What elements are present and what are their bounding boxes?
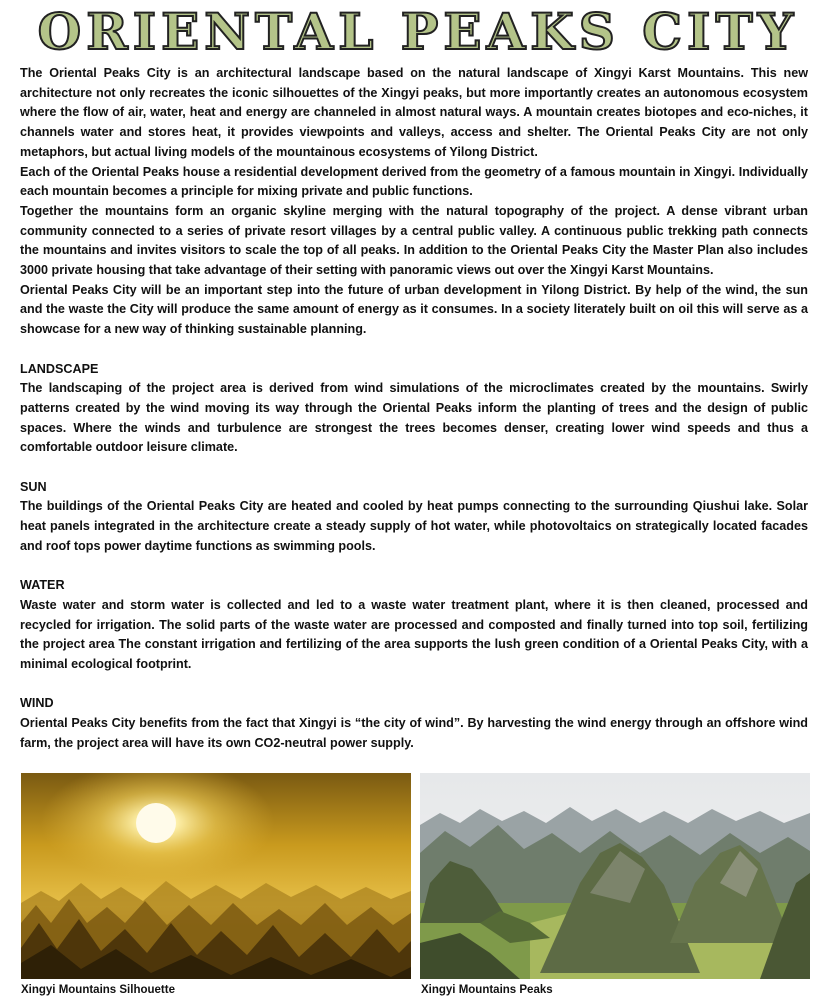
section-heading-wind: WIND [20,696,54,711]
section-heading-sun: SUN [20,479,47,494]
mountains-silhouette-photo [21,773,411,979]
left-photo-caption: Xingyi Mountains Silhouette [21,984,175,996]
intro-text: The [20,66,50,80]
page-title: ORIENTAL PEAKS CITY [37,2,799,61]
section-body-water: Waste water and storm water is collected and led to a waste water treatment plant, where it is then cleaned, processed and recycled for irrigation. The solid parts of the waste water are processed and composted and finally turned into top soil, fertilizing the project area The constant irrigation and fertilizing of the area supports the lush green condition of a Oriental Peaks City, with a minimal ecological footprint. [20,597,808,672]
project-name-highlight: Oriental Peaks City [49,66,171,80]
intro-paragraph-3: Together the mountains form an organic skyline merging with the natural topography of the project. A dense vibrant urban community connected to a series of private resort villages by a central public valley. A continuous public trekking path connects the mountains and invites visitors to scale the top of all peaks. In addition to the Oriental Peaks City the Master Plan also includes 3000 private housing that take advantage of their setting with panoramic views out over the Xingyi Karst Mountains. [20,203,808,278]
intro-text: . This new architecture not only recreates the iconic silhouettes of the Xingyi peaks, but more importantly creates an autonomous ecosystem where the flow of air, water, heat and energy are channeled in almost natural ways. A mountain creates biotopes and eco-niches, it channels water and stores heat, it provides viewpoints and valleys, access and shelter. The Oriental Peaks City are not only metaphors, but actual living models of the mountainous ecosystems of Yilong District. [20,66,809,159]
intro-paragraph-4: Oriental Peaks City will be an important step into the future of urban development in Yilong District. By help of the wind, the sun and the waste the City will produce the same amount of energy as it consumes. In a society literately built on oil this will serve as a showcase for a new way of thinking sustainable planning. [20,282,808,337]
right-photo-caption: Xingyi Mountains Peaks [421,984,553,996]
mountains-name-highlight: Xingyi Karst Mountains [593,66,741,80]
section-body-sun: The buildings of the Oriental Peaks City are heated and cooled by heat pumps connecting to the surrounding Qiushui lake. Solar heat panels integrated in the architecture create a steady supply of hot water, while photovoltaics on strategically located facades and roof tops power daytime functions as swimming pools. [20,499,808,553]
intro-paragraph-1 [20,64,808,163]
mountains-peaks-photo [420,773,810,979]
article-body [20,64,808,754]
intro-paragraph-2: Each of the Oriental Peaks house a residential development derived from the geometry of a famous mountain in Xingyi. Individually each mountain becomes a principle for mixing private and public functions. [20,164,808,199]
intro-text: is an architectural landscape based on the natural landscape of [170,66,594,80]
section-body-landscape: The landscaping of the project area is derived from wind simulations of the microclimates created by the mountains. Swirly patterns created by the wind moving its way through the Oriental Peaks inform the planting of trees and the design of public spaces. Where the winds and turbulence are strongest the trees becomes denser, creating lower wind speeds and thus a comfortable outdoor leisure climate. [20,381,808,455]
section-heading-landscape: LANDSCAPE [20,361,99,376]
section-heading-water: WATER [20,578,65,593]
section-body-wind: Oriental Peaks City benefits from the fact that Xingyi is “the city of wind”. By harvesting the wind energy through an offshore wind farm, the project area will have its own CO2-neutral power supply. [20,716,808,750]
